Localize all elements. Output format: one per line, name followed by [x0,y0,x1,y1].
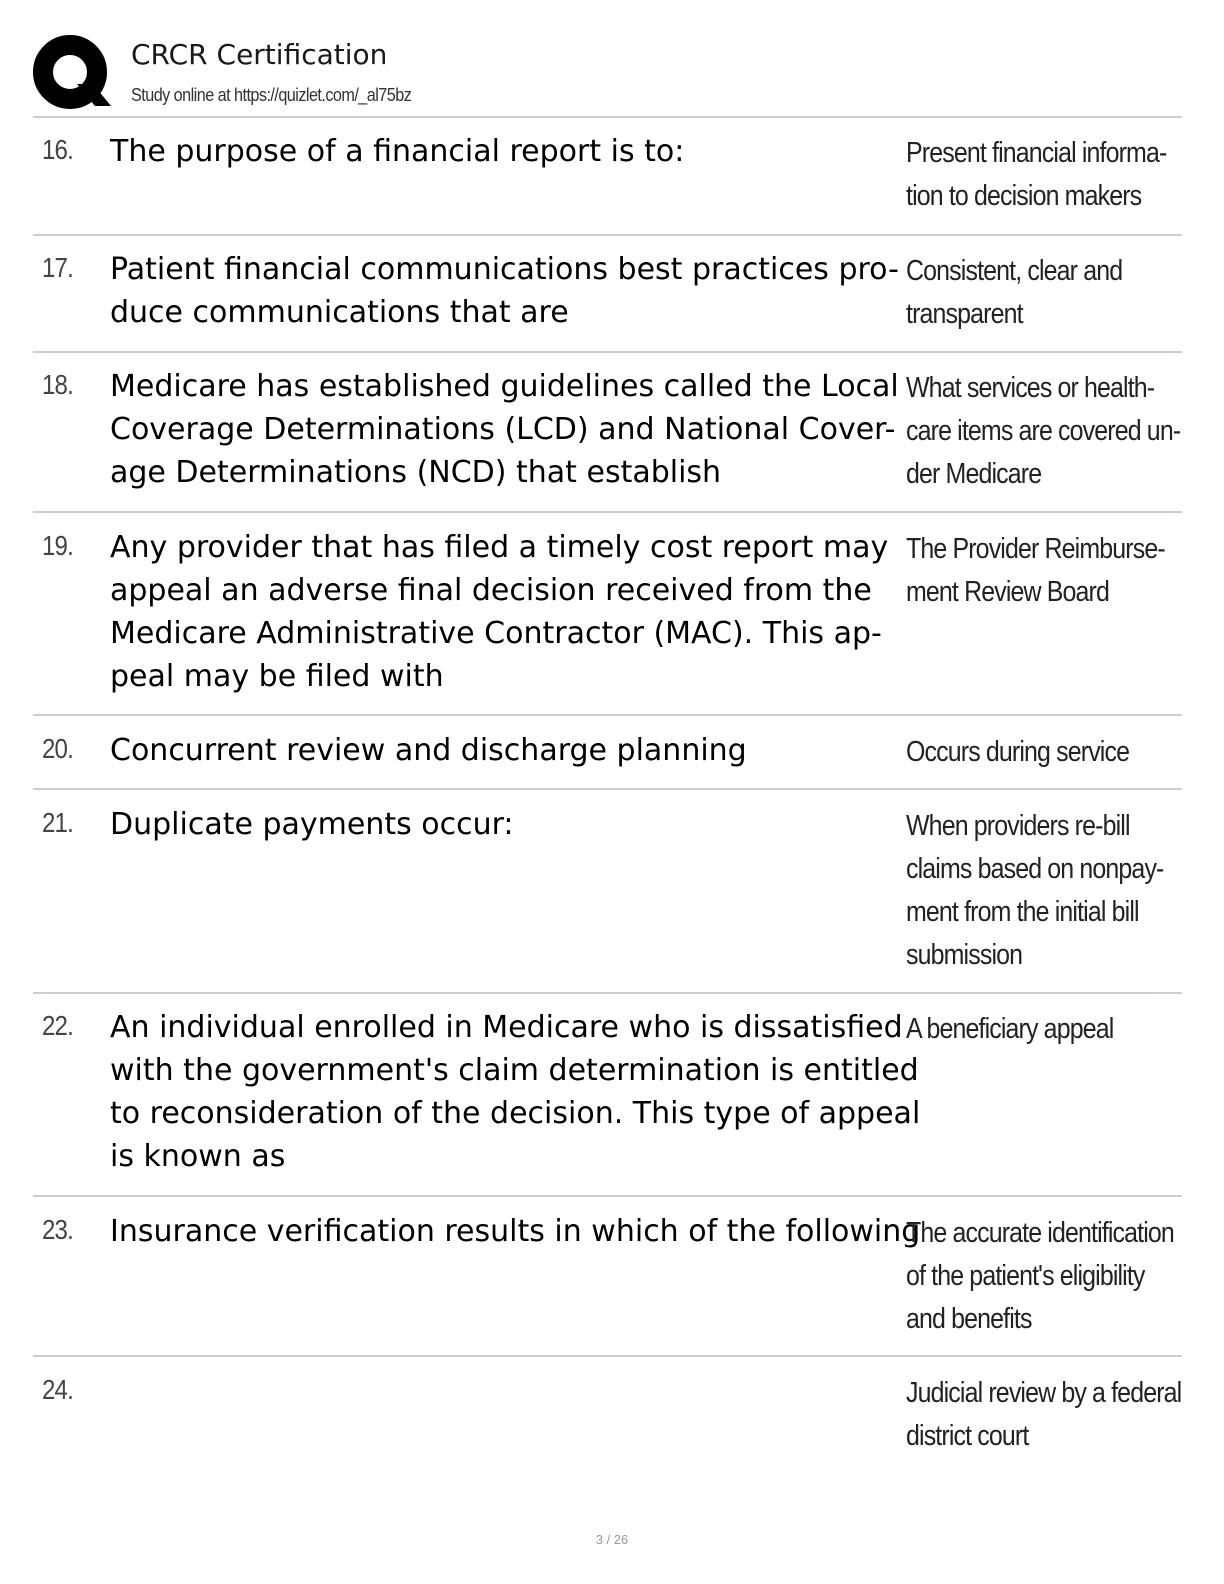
term-line: An individual enrolled in Medicare who is dissatisfied [110,1010,903,1045]
page-title: CRCR Certification [131,38,388,71]
definition-line: der Medicare [906,458,1042,490]
divider [33,788,1182,790]
card-term [110,130,910,173]
divider [33,992,1182,994]
card-number: 23. [42,1214,73,1245]
term-line: Duplicate payments occur: [110,807,514,842]
card-term [110,1006,921,1178]
divider [33,714,1182,716]
card-term [110,365,910,494]
definition-line: ment Review Board [906,576,1110,608]
term-line: Medicare Administrative Contractor (MAC). This ap- [110,616,882,651]
card-definition [906,1372,1182,1458]
term-line: Coverage Determinations (LCD) and National Cover- [110,412,896,447]
term-line: duce communications that are [110,295,569,330]
definition-line: claims based on nonpay- [906,853,1164,885]
card-definition [906,805,1173,977]
card-term [110,1210,921,1253]
term-line: age Determinations (NCD) that establish [110,455,722,490]
page-indicator: 3 / 26 [595,1532,629,1547]
card-definition [906,731,1173,774]
card-definition [906,132,1173,218]
card-number: 21. [42,807,73,838]
definition-line: tion to decision makers [906,180,1142,212]
definition-line: A beneficiary appeal [906,1013,1114,1045]
card-number: 16. [42,134,73,165]
page-header [33,30,1183,116]
divider [33,351,1182,353]
card-number: 20. [42,733,73,764]
card-definition [906,1008,1173,1051]
definition-line: When providers re-bill [906,810,1130,842]
term-line: Insurance verification results in which of the following [110,1214,921,1249]
divider [33,116,1182,118]
term-line: Any provider that has filed a timely cost report may [110,530,889,565]
term-line: appeal an adverse final decision received from the [110,573,872,608]
term-line: with the government's claim determination is entitled [110,1053,919,1088]
term-line: Patient financial communications best practices pro- [110,252,899,287]
definition-line: What services or health- [906,372,1155,404]
definition-line: care items are covered un- [906,415,1181,447]
definition-line: of the patient's eligibility [906,1260,1145,1292]
term-line: peal may be filed with [110,659,444,694]
divider [33,511,1182,513]
definition-line: The accurate identification [906,1217,1174,1249]
definition-line: Consistent, clear and [906,255,1123,287]
card-term [110,729,910,772]
term-line: to reconsideration of the decision. This type of appeal [110,1096,921,1131]
term-line: The purpose of a financial report is to: [110,134,685,169]
definition-line: Present financial informa- [906,137,1167,169]
card-definition [906,528,1173,614]
definition-line: transparent [906,298,1023,330]
divider [33,1355,1182,1357]
definition-line: Judicial review by a federal [906,1377,1182,1409]
term-line: Concurrent review and discharge planning [110,733,747,768]
card-term [110,803,910,846]
card-number: 19. [42,530,73,561]
term-line: is known as [110,1139,286,1174]
study-online-link[interactable]: Study online at https://quizlet.com/_al75bz [131,85,412,105]
divider [33,1195,1182,1197]
card-definition [906,367,1181,496]
definition-line: and benefits [906,1303,1032,1335]
divider [33,234,1182,236]
card-term [110,248,910,334]
card-definition [906,250,1173,336]
definition-line: The Provider Reimburse- [906,533,1165,565]
card-number: 17. [42,252,73,283]
card-number: 24. [42,1374,73,1405]
definition-line: submission [906,939,1023,971]
definition-line: Occurs during service [906,736,1130,768]
definition-line: ment from the initial bill [906,896,1139,928]
definition-line: district court [906,1420,1029,1452]
quizlet-logo-icon [33,34,111,112]
card-number: 18. [42,369,73,400]
card-term [110,526,910,698]
card-definition [906,1212,1173,1341]
term-line: Medicare has established guidelines called the Local [110,369,899,404]
card-number: 22. [42,1010,73,1041]
